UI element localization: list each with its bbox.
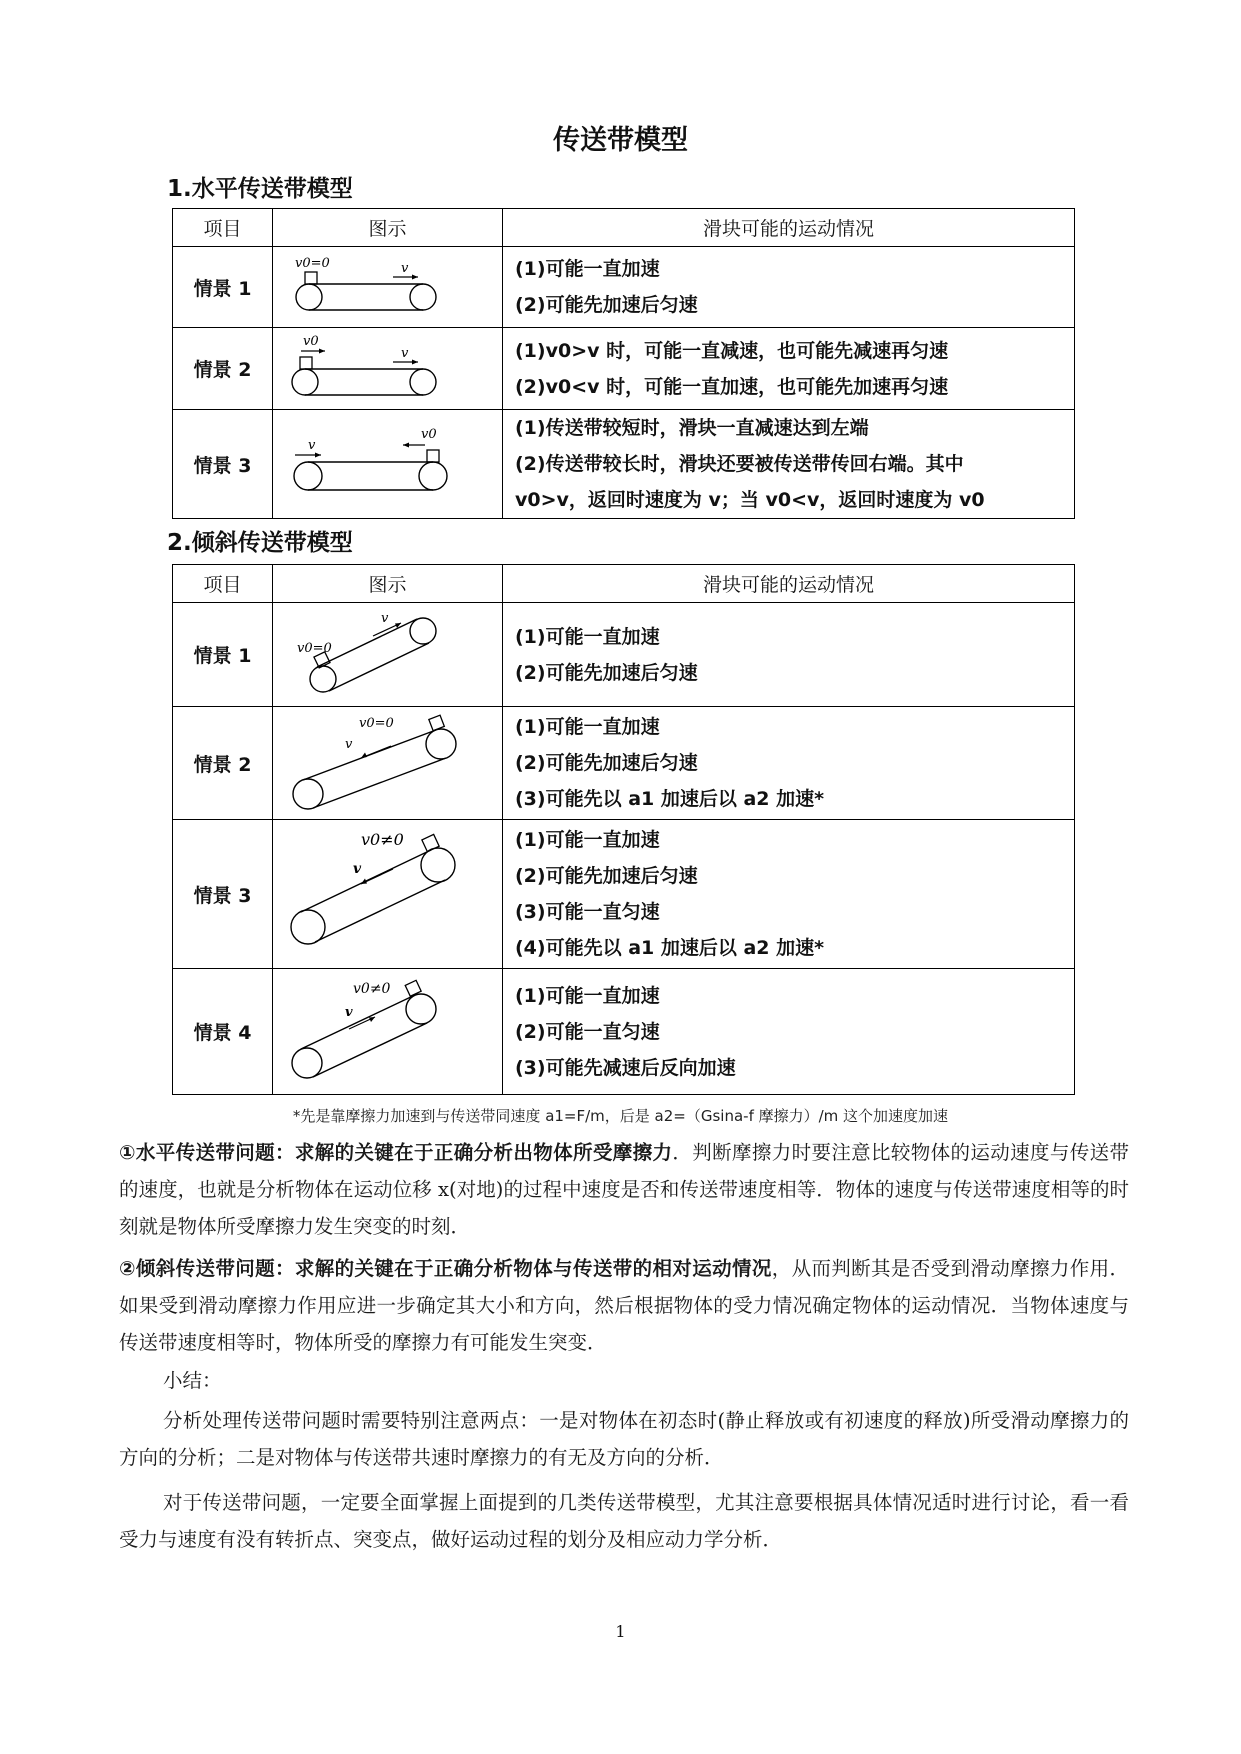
- motion-line: (2)可能一直匀速: [515, 1020, 660, 1043]
- header-item: 项目: [173, 209, 273, 247]
- table-header-row: [173, 565, 1075, 603]
- horizontal-table: [172, 208, 1075, 519]
- header-motion: 滑块可能的运动情况: [503, 209, 1075, 247]
- fig-label-v: v: [401, 345, 409, 361]
- figure-cell: [273, 820, 503, 969]
- scene-label: 情景 3: [173, 410, 273, 519]
- horizontal-belt-diagram: [273, 248, 502, 326]
- inclined-belt-diagram: [273, 821, 502, 967]
- motion-cell: [503, 820, 1075, 969]
- figure-cell: [273, 328, 503, 410]
- paragraph-body: ．判断摩擦力时要注意比较物体的运动速度与传送带的速度，也就是分析物体在运动位移 x(对地)的过程中速度是否和传送带速度相等．物体的速度与传送带速度相等的时刻就是物体所受摩擦力发生突变的时刻．: [119, 1141, 1129, 1238]
- fig-label-v: v: [345, 737, 353, 752]
- motion-line: (1)可能一直加速: [515, 258, 660, 280]
- inclined-belt-diagram: [273, 971, 502, 1093]
- summary-paragraph-1: 分析处理传送带问题时需要特别注意两点：一是对物体在初态时(静止释放或有初速度的释放)所受滑动摩擦力的方向的分析；二是对物体与传送带共速时摩擦力的有无及方向的分析．: [119, 1409, 1129, 1469]
- scene-label: 情景 1: [173, 247, 273, 328]
- header-figure: 图示: [273, 565, 503, 603]
- motion-line: (1)可能一直加速: [515, 984, 660, 1007]
- motion-line: v0>v，返回时速度为 v；当 v0<v，返回时速度为 v0: [515, 489, 985, 511]
- motion-line: (2)可能先加速后匀速: [515, 752, 698, 774]
- motion-line: (3)可能先以 a1 加速后以 a2 加速*: [515, 788, 825, 810]
- table-row: [173, 603, 1075, 707]
- inclined-belt-diagram: [273, 708, 502, 818]
- table-header-row: [173, 209, 1075, 247]
- fig-label-v0: v0=0: [295, 256, 330, 271]
- horizontal-belt-diagram: [273, 412, 502, 516]
- paragraph-horizontal-problem: [119, 1134, 1129, 1245]
- fig-label-v: v: [381, 610, 389, 626]
- figure-cell: [273, 969, 503, 1095]
- fig-label-v0: v0: [303, 333, 319, 349]
- inclined-belt-diagram: [273, 605, 502, 705]
- fig-label-v0: v0: [421, 427, 437, 442]
- fig-label-v: v: [308, 438, 316, 453]
- table-row: [173, 969, 1075, 1095]
- page-title: 传送带模型: [553, 125, 688, 156]
- fig-label-v: v: [345, 1004, 353, 1020]
- motion-line: (2)可能先加速后匀速: [515, 294, 698, 316]
- summary-label: 小结：: [163, 1369, 222, 1392]
- fig-label-v0: v0≠0: [361, 830, 404, 849]
- motion-line: (1)v0>v 时，可能一直减速，也可能先减速再匀速: [515, 339, 949, 362]
- motion-line: (2)传送带较长时，滑块还要被传送带传回右端。其中: [515, 453, 964, 475]
- motion-line: (2)v0<v 时，可能一直加速，也可能先加速再匀速: [515, 375, 949, 398]
- table-row: [173, 410, 1075, 519]
- motion-line: (1)可能一直加速: [515, 625, 660, 648]
- motion-line: (1)传送带较短时，滑块一直减速达到左端: [515, 417, 869, 439]
- scene-label: 情景 2: [173, 328, 273, 410]
- scene-label: 情景 3: [173, 820, 273, 969]
- inclined-table: [172, 564, 1075, 1095]
- paragraph-body: ，从而判断其是否受到滑动摩擦力作用．如果受到滑动摩擦力作用应进一步确定其大小和方向，然后根据物体的受力情况确定物体的运动情况．当物体速度与传送带速度相等时，物体所受的摩擦力有可能发生突变．: [119, 1257, 1129, 1354]
- footnote: *先是靠摩擦力加速到与传送带同速度 a1=F/m，后是 a2=（Gsina-f 摩擦力）/m 这个加速度加速: [292, 1107, 949, 1125]
- summary-paragraph-2: 对于传送带问题，一定要全面掌握上面提到的几类传送带模型，尤其注意要根据具体情况适时进行讨论，看一看受力与速度有没有转折点、突变点，做好运动过程的划分及相应动力学分析．: [119, 1491, 1129, 1551]
- page-number: 1: [615, 1622, 626, 1641]
- fig-label-v0: v0=0: [359, 716, 394, 731]
- header-motion: 滑块可能的运动情况: [503, 565, 1075, 603]
- motion-cell: [503, 603, 1075, 707]
- figure-cell: [273, 603, 503, 707]
- motion-cell: [503, 969, 1075, 1095]
- scene-label: 情景 4: [173, 969, 273, 1095]
- block-icon: [305, 272, 317, 284]
- fig-label-v0: v0≠0: [353, 980, 391, 997]
- motion-line: (2)可能先加速后匀速: [515, 661, 698, 684]
- motion-line: (1)可能一直加速: [515, 829, 660, 851]
- fig-label-v0: v0=0: [297, 640, 332, 656]
- table-row: [173, 820, 1075, 969]
- motion-cell: [503, 328, 1075, 410]
- table-row: [173, 707, 1075, 820]
- paragraph-inclined-problem: [119, 1250, 1129, 1361]
- scene-label: 情景 2: [173, 707, 273, 820]
- header-item: 项目: [173, 565, 273, 603]
- table-row: [173, 247, 1075, 328]
- motion-line: (1)可能一直加速: [515, 716, 660, 738]
- figure-cell: [273, 707, 503, 820]
- motion-line: (4)可能先以 a1 加速后以 a2 加速*: [515, 937, 825, 959]
- motion-line: (3)可能先减速后反向加速: [515, 1056, 736, 1079]
- fig-label-v: v: [401, 261, 409, 276]
- scene-label: 情景 1: [173, 603, 273, 707]
- motion-line: (3)可能一直匀速: [515, 901, 660, 923]
- figure-cell: [273, 247, 503, 328]
- motion-cell: [503, 707, 1075, 820]
- motion-cell: [503, 410, 1075, 519]
- motion-cell: [503, 247, 1075, 328]
- paragraph-lead: ②倾斜传送带问题：求解的关键在于正确分析物体与传送带的相对运动情况: [119, 1257, 772, 1280]
- motion-line: (2)可能先加速后匀速: [515, 865, 698, 887]
- table-row: [173, 328, 1075, 410]
- block-icon: [427, 450, 439, 462]
- fig-label-v: v: [353, 861, 362, 877]
- section-heading-inclined: 2.倾斜传送带模型: [167, 530, 353, 556]
- header-figure: 图示: [273, 209, 503, 247]
- paragraph-lead: ①水平传送带问题：求解的关键在于正确分析出物体所受摩擦力: [119, 1141, 673, 1164]
- horizontal-belt-diagram: [273, 330, 502, 408]
- figure-cell: [273, 410, 503, 519]
- section-heading-horizontal: 1.水平传送带模型: [167, 176, 353, 202]
- block-icon: [300, 357, 312, 369]
